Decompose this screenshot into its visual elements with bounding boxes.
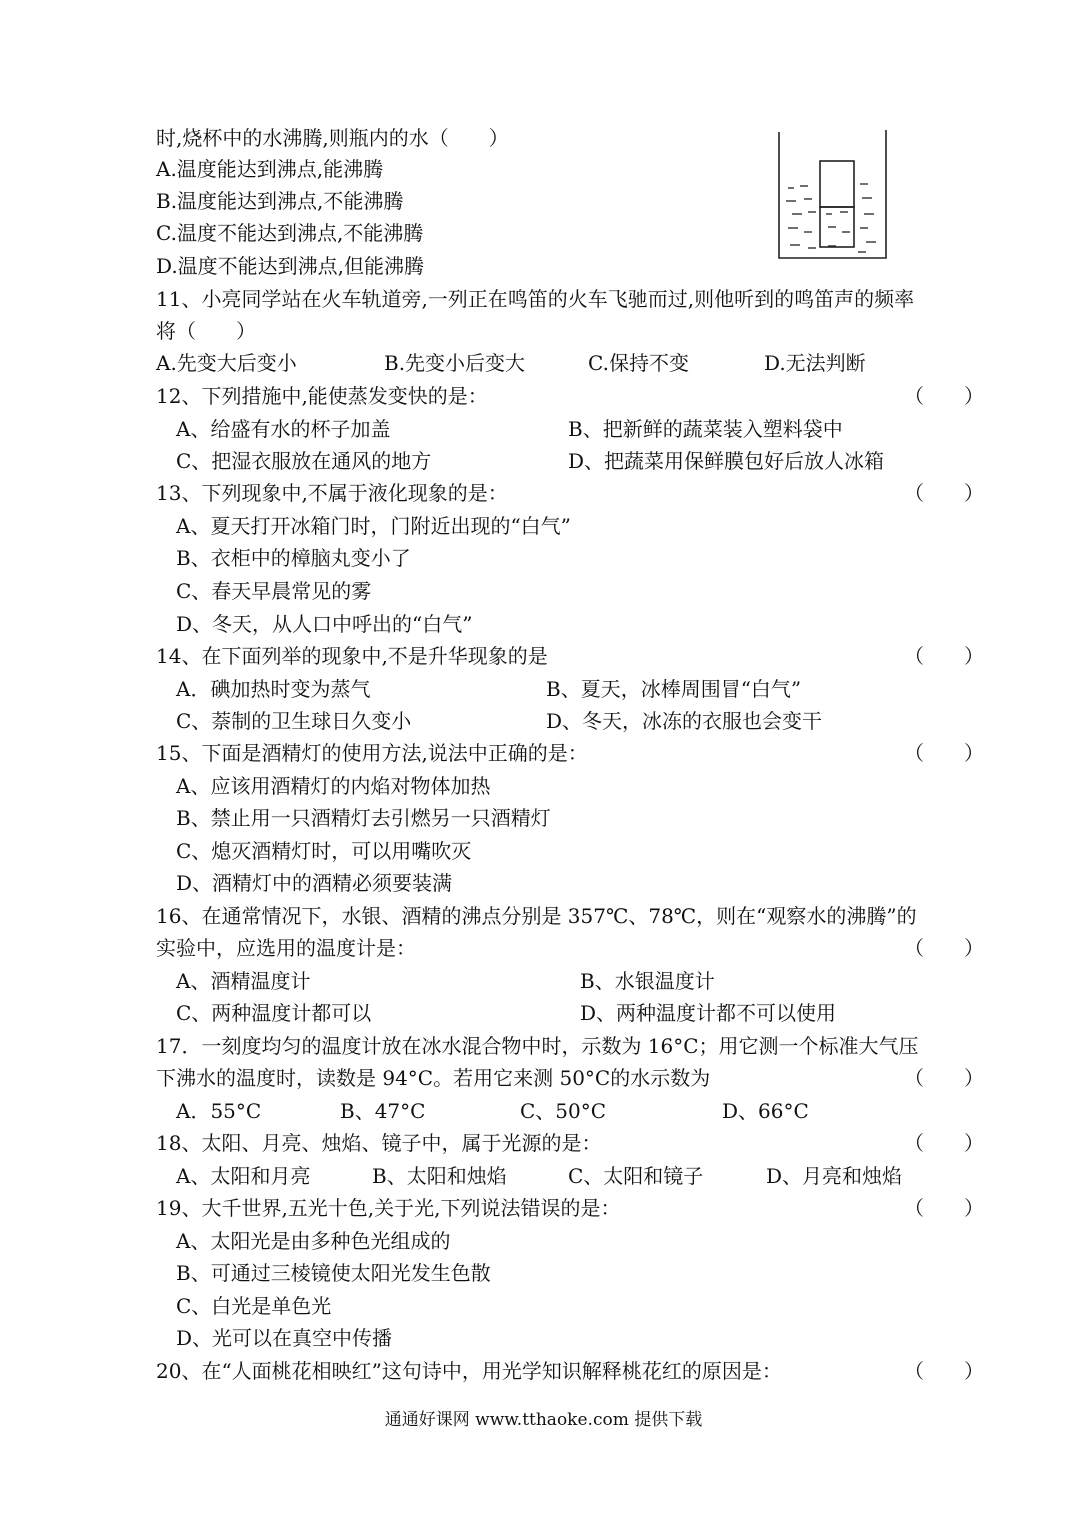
q15-answer-bracket: （ ）	[904, 741, 984, 765]
q12-stem: 12、下列措施中,能使蒸发变快的是：	[156, 384, 488, 408]
q19-option-c: C、白光是单色光	[176, 1294, 332, 1318]
q11-option-b: B.先变小后变大	[384, 351, 526, 375]
q10-option-a: A.温度能达到沸点,能沸腾	[156, 157, 384, 181]
q14-stem: 14、在下面列举的现象中,不是升华现象的是	[156, 644, 548, 668]
q15-option-d: D、酒精灯中的酒精必须要装满	[176, 871, 453, 895]
q19-stem: 19、大千世界,五光十色,关于光,下列说法错误的是：	[156, 1196, 621, 1220]
q14-option-a: A．碘加热时变为蒸气	[176, 677, 371, 701]
q17-stem-line2: 下沸水的温度时，读数是 94°C。若用它来测 50°C的水示数为	[156, 1066, 711, 1090]
q17-stem-line1: 17．一刻度均匀的温度计放在冰水混合物中时，示数为 16°C；用它测一个标准大气压	[156, 1034, 919, 1058]
q13-option-d: D、冬天，从人口中呼出的“白气”	[176, 612, 473, 636]
page-footer: 通通好课网 www.tthaoke.com 提供下载	[384, 1410, 703, 1430]
q17-option-d: D、66°C	[722, 1099, 809, 1123]
q18-option-c: C、太阳和镜子	[568, 1164, 704, 1188]
q15-option-a: A、应该用酒精灯的内焰对物体加热	[176, 774, 491, 798]
q10-stem: 时,烧杯中的水沸腾,则瓶内的水（ ）	[156, 126, 509, 150]
q16-option-d: D、两种温度计都不可以使用	[580, 1001, 837, 1025]
q16-answer-bracket: （ ）	[904, 936, 984, 960]
q16-stem-line2: 实验中，应选用的温度计是：	[156, 936, 416, 960]
q14-option-b: B、夏天，冰棒周围冒“白气”	[546, 677, 802, 701]
q19-option-b: B、可通过三棱镜使太阳光发生色散	[176, 1261, 491, 1285]
q14-option-c: C、萘制的卫生球日久变小	[176, 709, 412, 733]
q10-option-b: B.温度能达到沸点,不能沸腾	[156, 189, 404, 213]
q13-option-b: B、衣柜中的樟脑丸变小了	[176, 546, 411, 570]
q13-option-a: A、夏天打开冰箱门时，门附近出现的“白气”	[176, 514, 571, 538]
q15-option-b: B、禁止用一只酒精灯去引燃另一只酒精灯	[176, 806, 551, 830]
q15-option-c: C、熄灭酒精灯时，可以用嘴吹灭	[176, 839, 472, 863]
q11-option-a: A.先变大后变小	[156, 351, 297, 375]
q19-option-d: D、光可以在真空中传播	[176, 1326, 393, 1350]
q11-stem-line2: 将（ ）	[156, 319, 256, 343]
q19-answer-bracket: （ ）	[904, 1196, 984, 1220]
q17-option-c: C、50°C	[520, 1099, 607, 1123]
q20-answer-bracket: （ ）	[904, 1359, 984, 1383]
q11-stem-line1: 11、小亮同学站在火车轨道旁,一列正在鸣笛的火车飞驰而过,则他听到的鸣笛声的频率	[156, 287, 915, 311]
q14-option-d: D、冬天，冰冻的衣服也会变干	[546, 709, 823, 733]
q12-answer-bracket: （ ）	[904, 384, 984, 408]
q10-option-d: D.温度不能达到沸点,但能沸腾	[156, 254, 425, 278]
q12-option-b: B、把新鲜的蔬菜装入塑料袋中	[568, 417, 843, 441]
q17-option-b: B、47°C	[340, 1099, 426, 1123]
q16-option-b: B、水银温度计	[580, 969, 715, 993]
q18-answer-bracket: （ ）	[904, 1131, 984, 1155]
q12-option-d: D、把蔬菜用保鲜膜包好后放人冰箱	[568, 449, 885, 473]
q18-option-d: D、月亮和烛焰	[766, 1164, 903, 1188]
q12-option-a: A、给盛有水的杯子加盖	[176, 417, 391, 441]
q13-answer-bracket: （ ）	[904, 481, 984, 505]
q18-stem: 18、太阳、月亮、烛焰、镜子中，属于光源的是：	[156, 1131, 602, 1155]
q15-stem: 15、下面是酒精灯的使用方法,说法中正确的是：	[156, 741, 588, 765]
q18-option-b: B、太阳和烛焰	[372, 1164, 507, 1188]
q13-stem: 13、下列现象中,不属于液化现象的是：	[156, 481, 508, 505]
q16-option-c: C、两种温度计都可以	[176, 1001, 372, 1025]
q16-stem-line1: 16、在通常情况下，水银、酒精的沸点分别是 357℃、78℃，则在“观察水的沸腾”的	[156, 904, 917, 928]
q20-stem: 20、在“人面桃花相映红”这句诗中，用光学知识解释桃花红的原因是：	[156, 1359, 782, 1383]
q11-option-c: C.保持不变	[588, 351, 689, 375]
q17-answer-bracket: （ ）	[904, 1066, 984, 1090]
beaker-with-bottle-icon	[778, 128, 888, 260]
q12-option-c: C、把湿衣服放在通风的地方	[176, 449, 432, 473]
q19-option-a: A、太阳光是由多种色光组成的	[176, 1229, 451, 1253]
q17-option-a: A．55°C	[176, 1099, 262, 1123]
q14-answer-bracket: （ ）	[904, 644, 984, 668]
q11-option-d: D.无法判断	[764, 351, 866, 375]
q16-option-a: A、酒精温度计	[176, 969, 311, 993]
q13-option-c: C、春天早晨常见的雾	[176, 579, 372, 603]
q18-option-a: A、太阳和月亮	[176, 1164, 311, 1188]
q10-option-c: C.温度不能达到沸点,不能沸腾	[156, 221, 424, 245]
